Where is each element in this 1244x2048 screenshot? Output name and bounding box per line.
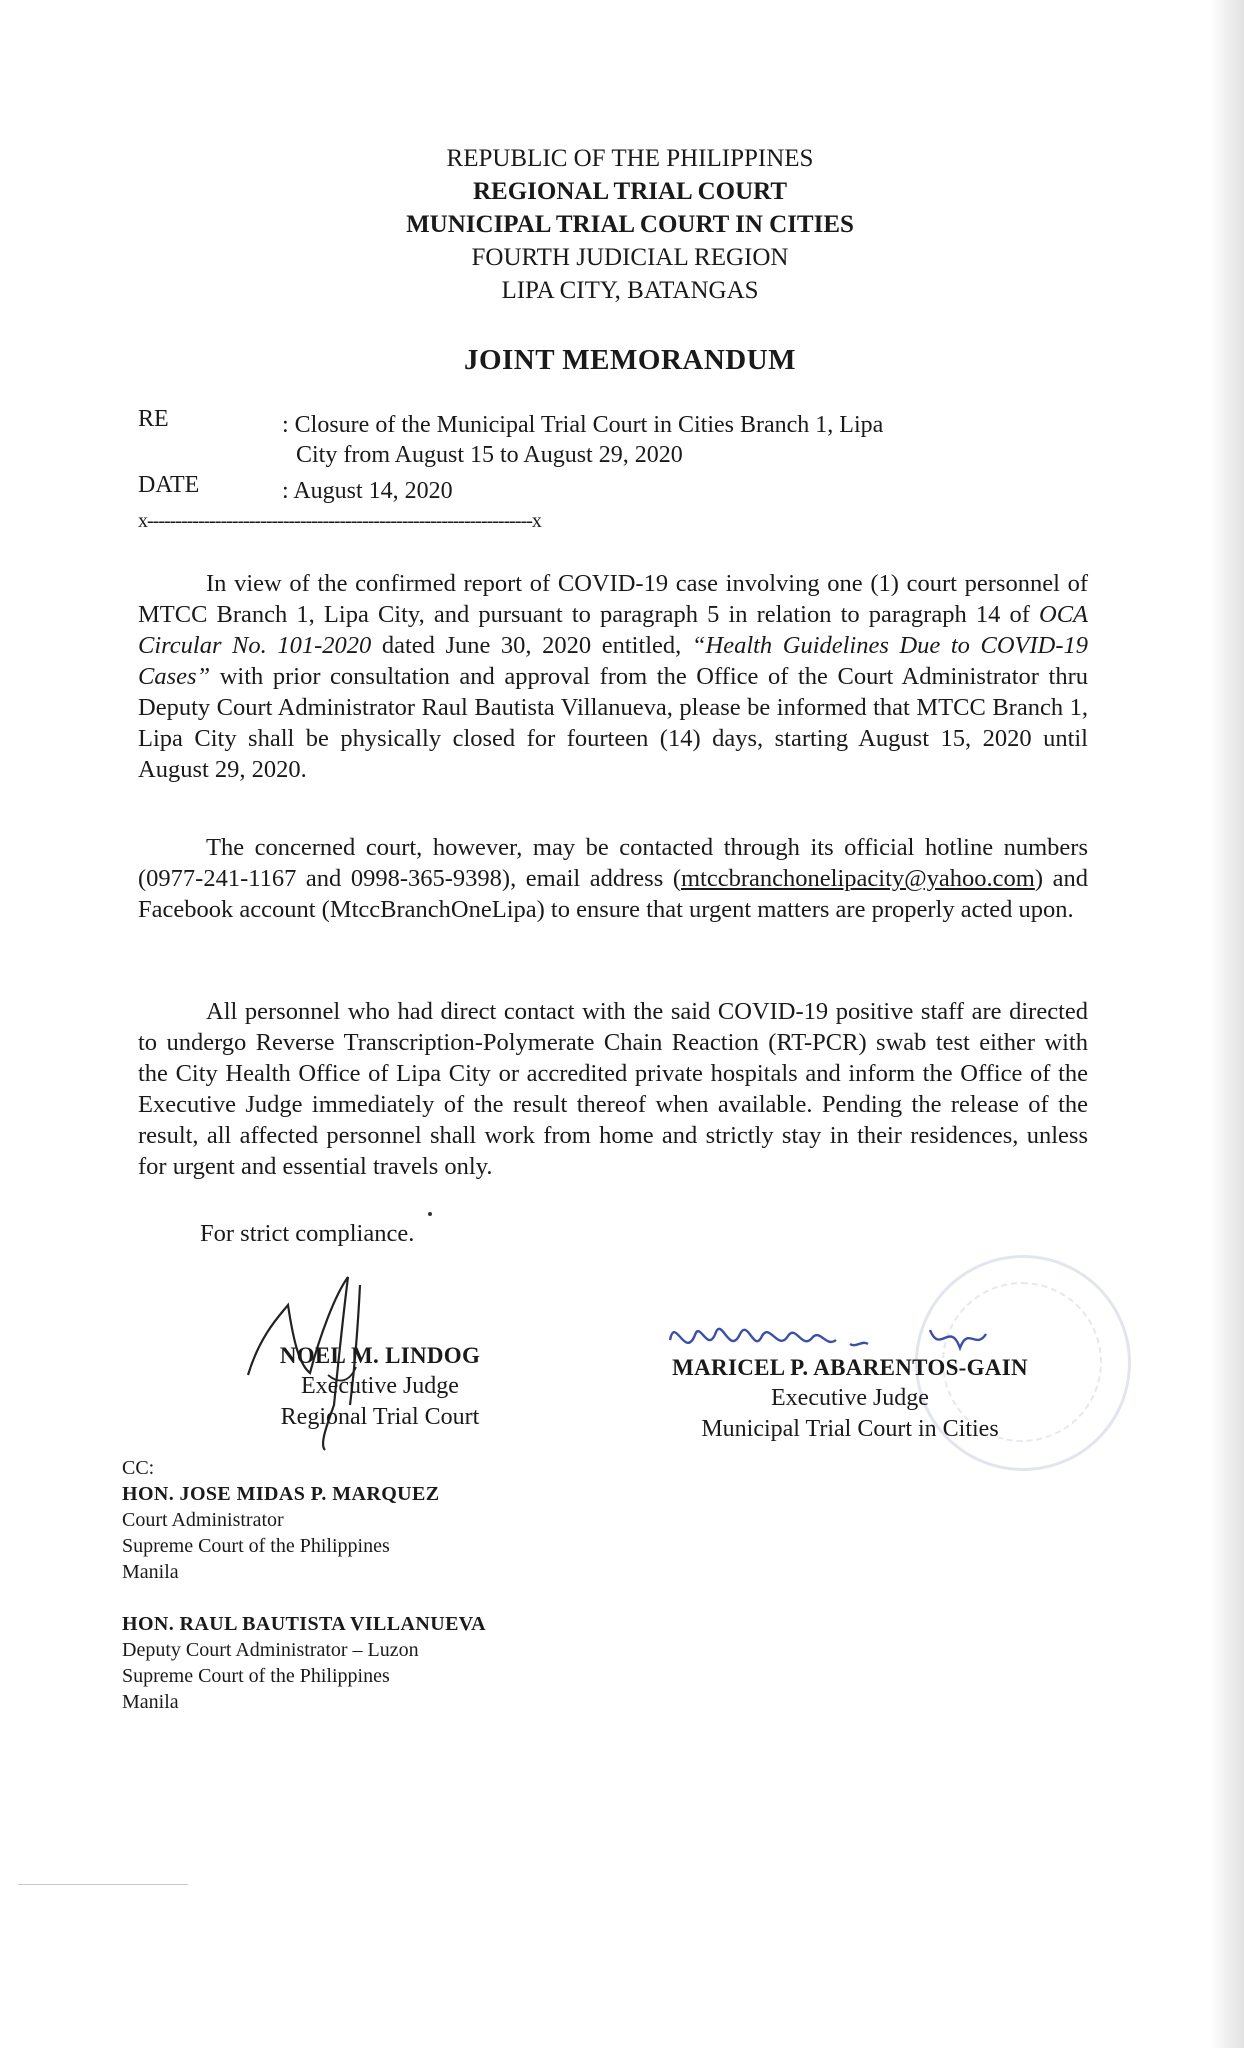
paragraph-rtpcr-directive bbox=[138, 996, 1088, 1182]
separator-line: x--------------------------------------------------------------------x bbox=[138, 510, 541, 532]
paragraph-closure-notice bbox=[138, 568, 1088, 785]
signatory-right-title: Executive Judge bbox=[771, 1385, 929, 1411]
date-label: DATE bbox=[138, 472, 200, 498]
signatory-left-title: Executive Judge bbox=[301, 1373, 459, 1399]
cc-label: CC: bbox=[122, 1457, 155, 1479]
cc-recipient-line: Court Administrator bbox=[122, 1509, 284, 1531]
compliance-line: For strict compliance. bbox=[200, 1220, 415, 1247]
header-regional-trial-court: REGIONAL TRIAL COURT bbox=[472, 178, 787, 205]
signatory-right-name: MARICEL P. ABARENTOS-GAIN bbox=[672, 1355, 1028, 1380]
re-value-line-1: : Closure of the Municipal Trial Court in Cities Branch 1, Lipa bbox=[282, 412, 884, 438]
para3-text: All personnel who had direct contact with the said COVID-19 positive staff are directed to undergo Reverse Transcription-Polymerate Chain Reaction (RT-PCR) swab test either with the City Health Office of Lipa City or accredited private hospitals and inform the Office of the Executive Judge immediately of the result thereof when available. Pending the release of the result, all affected personnel shall work from home and strictly stay in their residences, unless for urgent and essential travels only. bbox=[138, 998, 1088, 1180]
header-municipal-trial-court: MUNICIPAL TRIAL COURT IN CITIES bbox=[406, 211, 854, 238]
cc-recipient-name: HON. JOSE MIDAS P. MARQUEZ bbox=[122, 1483, 440, 1505]
cc-list bbox=[122, 1455, 486, 1715]
ink-dot bbox=[428, 1212, 432, 1216]
cc-recipient-line: Manila bbox=[122, 1691, 179, 1713]
cc-recipient-name: HON. RAUL BAUTISTA VILLANUEVA bbox=[122, 1613, 486, 1635]
document-title: JOINT MEMORANDUM bbox=[463, 344, 797, 376]
cc-recipient-line: Deputy Court Administrator – Luzon bbox=[122, 1639, 419, 1661]
signatory-left-name: NOEL M. LINDOG bbox=[279, 1343, 481, 1368]
cc-recipient-line: Supreme Court of the Philippines bbox=[122, 1665, 390, 1687]
para1-text-b: dated June 30, 2020 entitled, bbox=[371, 632, 692, 659]
paragraph-contact-info bbox=[138, 832, 1088, 925]
email-link[interactable]: mtccbranchonelipacity@yahoo.com bbox=[681, 865, 1035, 892]
signatory-left bbox=[230, 1340, 530, 1433]
header-city: LIPA CITY, BATANGAS bbox=[501, 277, 759, 304]
cc-recipient-line: Supreme Court of the Philippines bbox=[122, 1535, 390, 1557]
signatory-left-office: Regional Trial Court bbox=[280, 1404, 480, 1430]
header-republic: REPUBLIC OF THE PHILIPPINES bbox=[446, 145, 814, 172]
para2-text-b: ) and Facebook account (MtccBranchOneLipa) to ensure that urgent matters are properly acted upon. bbox=[138, 865, 1088, 923]
re-value-line-2: City from August 15 to August 29, 2020 bbox=[296, 442, 683, 468]
para1-circular-title: “Health Guidelines Due to COVID-19 Cases” bbox=[138, 632, 1088, 690]
para2-text-a: The concerned court, however, may be contacted through its official hotline numbers (0977-241-1167 and 0998-365-9398), email address ( bbox=[138, 834, 1088, 892]
page-edge-shadow bbox=[1210, 0, 1244, 2048]
cc-recipient-line: Manila bbox=[122, 1561, 179, 1583]
para1-text-c: with prior consultation and approval from the Office of the Court Administrator thru Deputy Court Administrator Raul Bautista Villanueva, please be informed that MTCC Branch 1, Lipa City shall be physically closed for fourteen (14) days, starting August 15, 2020 until August 29, 2020. bbox=[138, 663, 1088, 783]
para1-circular-ref: OCA Circular No. 101-2020 bbox=[138, 601, 1088, 659]
letterhead bbox=[300, 142, 960, 307]
signatory-right-office: Municipal Trial Court in Cities bbox=[701, 1416, 999, 1442]
para1-text-a: In view of the confirmed report of COVID-19 case involving one (1) court personnel of MTCC Branch 1, Lipa City, and pursuant to paragraph 5 in relation to paragraph 14 of bbox=[138, 570, 1088, 628]
date-value: : August 14, 2020 bbox=[282, 478, 453, 504]
signatory-right bbox=[620, 1352, 1080, 1445]
re-label: RE bbox=[138, 406, 169, 432]
scan-margin-line bbox=[18, 1884, 188, 1885]
header-judicial-region: FOURTH JUDICIAL REGION bbox=[471, 244, 789, 271]
